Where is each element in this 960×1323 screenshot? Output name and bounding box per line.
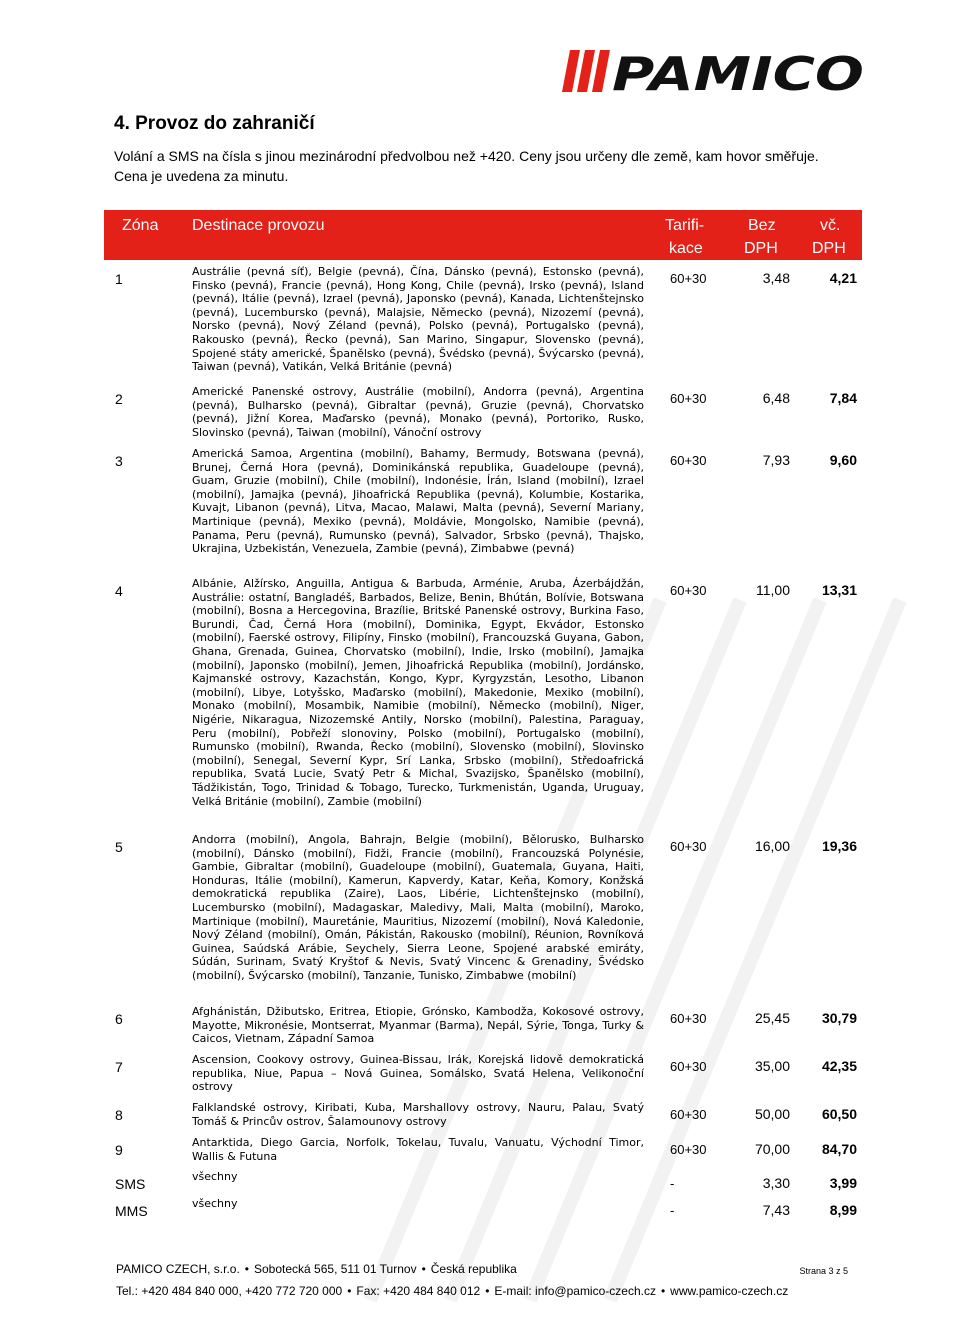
header-bez-dph-line1: Bez	[748, 217, 776, 234]
footer-line-1	[116, 1258, 856, 1280]
page-footer	[116, 1258, 856, 1302]
price-vc-dph-cell: 30,79	[821, 1010, 857, 1026]
tarifikace-cell: 60+30	[670, 271, 707, 286]
table-row	[104, 1050, 862, 1098]
zone-cell: 2	[115, 391, 123, 407]
section-title: 4. Provoz do zahraničí	[114, 113, 315, 134]
destinations-cell: Afghánistán, Džibutsko, Eritrea, Etiopie, Grónsko, Kambodža, Kokosové ostrovy, Mayotte, Mikronésie, Montserrat, Myanmar (Barma), Nepál, Sýrie, Tonga, Turky & Caicos, Vietnam, Západní Samoa	[192, 1005, 644, 1046]
header-tarifikace-line1: Tarifi-	[665, 217, 705, 234]
destinations-cell: Austrálie (pevná síť), Belgie (pevná), Čína, Dánsko (pevná), Estonsko (pevná), Finsko (pevná), Francie (pevná), Hong Kong, Chile (pevná), Irsko (pevná), Island (pevná), Itálie (pevná), Izrael (pevná), Japonsko (pevná), Kanada, Lichtenštejnsko (pevná), Lucembursko (pevná), Malajsie, Německo (pevná), Nizozemí (pevná), Norsko (pevná), Nový Zéland (pevná), Polsko (pevná), Portugalsko (pevná), Rakousko (pevná), Řecko (pevná), San Marino, Singapur, Slovensko (pevná), Spojené státy americké, Španělsko (pevná), Švédsko (pevná), Švýcarsko (pevná), Taiwan (pevná), Vatikán, Velká Británie (pevná)	[192, 265, 644, 374]
logo-text: PAMICO	[612, 48, 864, 94]
tarifikace-cell: -	[670, 1176, 675, 1191]
footer-address: Sobotecká 565, 511 01 Turnov	[254, 1262, 417, 1276]
footer-country: Česká republika	[430, 1262, 517, 1276]
header-zona: Zóna	[122, 217, 159, 234]
tarifikace-cell: 60+30	[670, 391, 707, 406]
price-vc-dph-cell: 8,99	[829, 1202, 857, 1218]
table-header	[104, 210, 862, 260]
zone-cell: 3	[115, 453, 123, 469]
price-bez-dph-cell: 3,30	[762, 1175, 790, 1191]
bullet-icon: •	[421, 1262, 426, 1276]
zone-cell: 9	[115, 1142, 123, 1158]
table-row	[104, 1098, 862, 1133]
table-row	[104, 574, 862, 830]
destinations-cell: Antarktida, Diego Garcia, Norfolk, Tokelau, Tuvalu, Vanuatu, Východní Timor, Wallis & Futuna	[192, 1136, 644, 1163]
header-bez-dph-line2: DPH	[744, 240, 778, 257]
price-vc-dph-cell: 42,35	[821, 1058, 857, 1074]
intro-line-1: Volání a SMS na čísla s jinou mezinárodní předvolbou než +420. Ceny jsou určeny dle země, kam hovor směřuje.	[114, 148, 819, 164]
price-vc-dph-cell: 7,84	[829, 390, 857, 406]
page-number: Strana 3 z 5	[799, 1266, 848, 1276]
destinations-cell: Falklandské ostrovy, Kiribati, Kuba, Marshallovy ostrovy, Nauru, Palau, Svatý Tomáš & Princův ostrov, Šalamounovy ostrovy	[192, 1101, 644, 1128]
table-row	[104, 444, 862, 574]
destinations-cell: Andorra (mobilní), Angola, Bahrajn, Belgie (mobilní), Bělorusko, Bulharsko (mobilní), Dánsko (mobilní), Fidži, Francie (mobilní), Francouzská Polynésie, Gambie, Gibraltar (mobilní), Guadeloupe (mobilní), Guatemala, Guyana, Haiti, Honduras, Itálie (mobilní), Kamerun, Kapverdy, Katar, Keňa, Komory, Konžská demokratická republika (Zaire), Laos, Libérie, Lichtenštejnsko (mobilní), Lucembursko (mobilní), Madagaskar, Maledivy, Mali, Malta (mobilní), Maroko, Martinique (mobilní), Mauretánie, Mauritius, Nizozemí (mobilní), Nová Kaledonie, Nový Zéland (mobilní), Omán, Pákistán, Rakousko (mobilní), Réunion, Rovníková Guinea, Saúdská Arábie, Seychely, Sierra Leone, Spojené arabské emiráty, Súdán, Surinam, Svatý Kryštof & Nevis, Svatý Vincenc & Grenadiny, Švédsko (mobilní), Švýcarsko (mobilní), Tanzanie, Tunisko, Zimbabwe (mobilní)	[192, 833, 644, 982]
zone-cell: 8	[115, 1107, 123, 1123]
table-row	[104, 1194, 862, 1221]
zone-cell: 5	[115, 839, 123, 855]
footer-fax: Fax: +420 484 840 012	[356, 1284, 481, 1298]
table-row	[104, 1133, 862, 1167]
price-bez-dph-cell: 25,45	[754, 1010, 790, 1026]
footer-tel: Tel.: +420 484 840 000, +420 772 720 000	[116, 1284, 343, 1298]
price-bez-dph-cell: 35,00	[754, 1058, 790, 1074]
table-row	[104, 830, 862, 1002]
price-bez-dph-cell: 6,48	[762, 390, 790, 406]
price-vc-dph-cell: 9,60	[829, 452, 857, 468]
tarifikace-cell: 60+30	[670, 1142, 707, 1157]
tarifikace-cell: -	[670, 1203, 675, 1218]
bullet-icon: •	[660, 1284, 666, 1298]
price-vc-dph-cell: 3,99	[829, 1175, 857, 1191]
footer-email[interactable]: E-mail: info@pamico-czech.cz	[494, 1284, 656, 1298]
zone-cell: 4	[115, 583, 123, 599]
price-bez-dph-cell: 7,93	[762, 452, 790, 468]
price-vc-dph-cell: 13,31	[821, 582, 857, 598]
destinations-cell: Americké Panenské ostrovy, Austrálie (mobilní), Andorra (pevná), Argentina (pevná), Bulharsko (pevná), Gibraltar (pevná), Gruzie (pevná), Chorvatsko (pevná), Jižní Korea, Maďarsko (pevná), Monako (pevná), Portoriko, Rusko, Slovinsko (pevná), Taiwan (mobilní), Vánoční ostrovy	[192, 385, 644, 439]
footer-line-2	[116, 1280, 856, 1302]
tariff-table	[104, 262, 862, 1221]
table-row	[104, 1167, 862, 1194]
price-bez-dph-cell: 7,43	[762, 1202, 790, 1218]
destinations-cell: všechny	[192, 1197, 238, 1210]
bullet-icon: •	[244, 1262, 249, 1276]
zone-cell: SMS	[115, 1176, 146, 1192]
price-vc-dph-cell: 84,70	[821, 1141, 857, 1157]
zone-cell: MMS	[115, 1203, 148, 1219]
tarifikace-cell: 60+30	[670, 583, 707, 598]
price-bez-dph-cell: 70,00	[754, 1141, 790, 1157]
zone-cell: 6	[115, 1011, 123, 1027]
header-destinace: Destinace provozu	[192, 217, 325, 234]
price-bez-dph-cell: 50,00	[754, 1106, 790, 1122]
tarifikace-cell: 60+30	[670, 839, 707, 854]
bullet-icon: •	[347, 1284, 352, 1298]
destinations-cell: Americká Samoa, Argentina (mobilní), Bahamy, Bermudy, Botswana (pevná), Brunej, Černá Hora (pevná), Dominikánská republika, Guadeloupe (pevná), Guam, Gruzie (mobilní), Chile (mobilní), Indonésie, Írán, Island (mobilní), Izrael (mobilní), Jamajka (pevná), Jihoafrická Republika (pevná), Kolumbie, Kostarika, Kuvajt, Libanon (pevná), Litva, Macao, Malawi, Malta (pevná), Severní Mariany, Martinique (pevná), Mexiko (pevná), Moldávie, Mongolsko, Namibie (pevná), Panama, Peru (pevná), Rumunsko (pevná), Salvador, Srbsko (pevná), Thajsko, Ukrajina, Uzbekistán, Venezuela, Zambie (pevná), Zimbabwe (pevná)	[192, 447, 644, 556]
price-vc-dph-cell: 60,50	[821, 1106, 857, 1122]
header-tarifikace-line2: kace	[669, 240, 703, 257]
intro-line-2: Cena je uvedena za minutu.	[114, 168, 289, 184]
table-row	[104, 1002, 862, 1050]
price-bez-dph-cell: 11,00	[756, 582, 790, 598]
pamico-logo	[560, 48, 870, 94]
price-vc-dph-cell: 4,21	[829, 270, 857, 286]
intro-text	[114, 146, 874, 186]
price-bez-dph-cell: 16,00	[754, 838, 790, 854]
footer-web[interactable]: www.pamico-czech.cz	[670, 1284, 789, 1298]
destinations-cell: Albánie, Alžírsko, Anguilla, Antigua & Barbuda, Arménie, Aruba, Ázerbájdžán, Austrálie: ostatní, Bangladéš, Barbados, Belize, Benin, Bhútán, Bolívie, Botswana (mobilní), Bosna a Hercegovina, Brazílie, Britské Panenské ostrovy, Burkina Faso, Burundi, Čad, Černá Hora (mobilní), Dominika, Egypt, Ekvádor, Estonsko (mobilní), Faerské ostrovy, Filipíny, Finsko (mobilní), Francouzská Guyana, Gabon, Ghana, Grenada, Guinea, Chorvatsko (mobilní), Indie, Irsko (mobilní), Jamajka (mobilní), Japonsko (mobilní), Jemen, Jihoafrická Republika (mobilní), Jordánsko, Kajmanské ostrovy, Kazachstán, Kongo, Kypr, Kyrgyzstán, Lesotho, Libanon (mobilní), Libye, Lotyšsko, Maďarsko (mobilní), Makedonie, Mexiko (mobilní), Monako (mobilní), Mosambik, Namibie (mobilní), Německo (mobilní), Niger, Nigérie, Nikaragua, Nizozemské Antily, Norsko (mobilní), Palestina, Paraguay, Peru (mobilní), Pobřeží slonoviny, Polsko (mobilní), Portugalsko (mobilní), Rumunsko (mobilní), Rwanda, Řecko (mobilní), Slovensko (mobilní), Slovinsko (mobilní), Senegal, Severní Kypr, Srí Lanka, Srbsko (mobilní), Středoafrická republika, Svatá Lucie, Svatý Petr & Michal, Svazijsko, Španělsko (mobilní), Tádžikistán, Togo, Trinidad & Tobago, Turecko, Turkmenistán, Uganda, Uruguay, Velká Británie (mobilní), Zambie (mobilní)	[192, 577, 644, 808]
table-row	[104, 262, 862, 382]
destinations-cell: všechny	[192, 1170, 238, 1183]
tarifikace-cell: 60+30	[670, 1059, 707, 1074]
tarifikace-cell: 60+30	[670, 453, 707, 468]
bullet-icon: •	[485, 1284, 490, 1298]
destinations-cell: Ascension, Cookovy ostrovy, Guinea-Bissau, Irák, Korejská lidově demokratická republika, Niue, Papua – Nová Guinea, Somálsko, Svatá Helena, Velikonoční ostrovy	[192, 1053, 644, 1094]
zone-cell: 1	[115, 271, 123, 287]
zone-cell: 7	[115, 1059, 123, 1075]
header-vc-dph-line2: DPH	[812, 240, 846, 257]
footer-company: PAMICO CZECH, s.r.o.	[116, 1262, 240, 1276]
tarifikace-cell: 60+30	[670, 1107, 707, 1122]
header-vc-dph-line1: vč.	[820, 217, 841, 234]
price-vc-dph-cell: 19,36	[821, 838, 857, 854]
tarifikace-cell: 60+30	[670, 1011, 707, 1026]
table-row	[104, 382, 862, 444]
price-bez-dph-cell: 3,48	[762, 270, 790, 286]
